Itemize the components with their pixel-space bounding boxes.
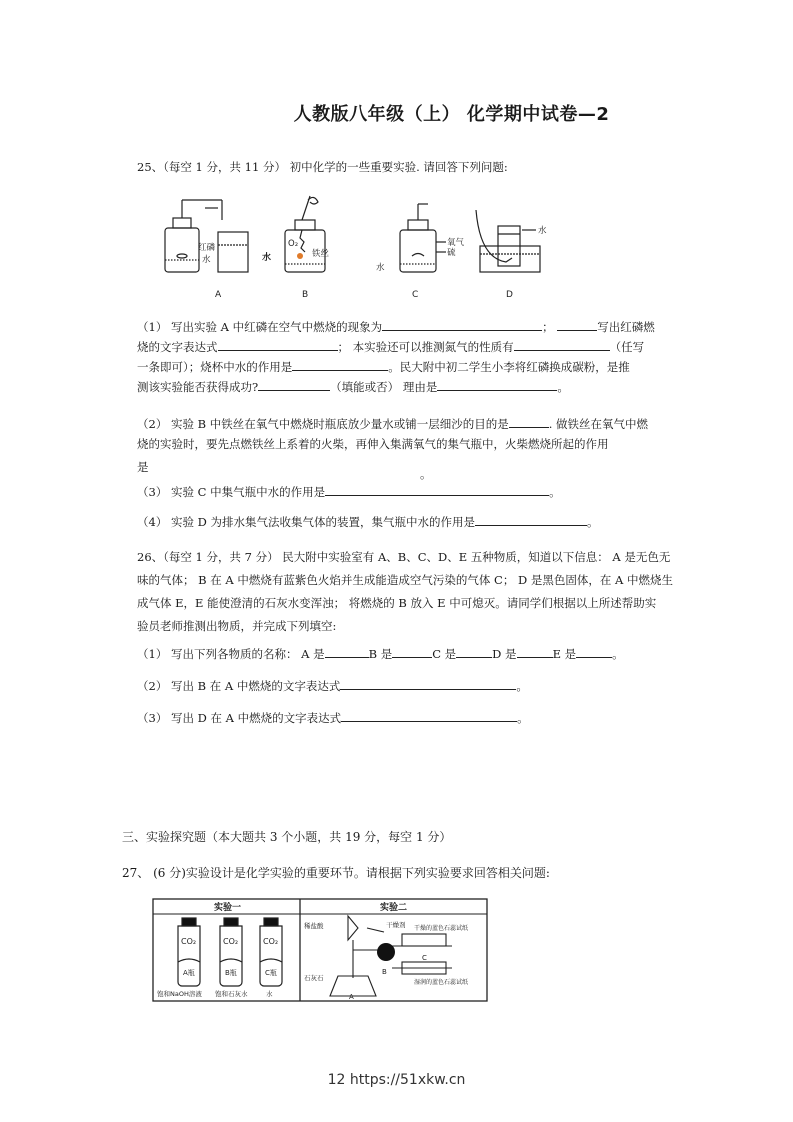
apparatus-c-label-shui: 水 [376,263,385,273]
q27-experiment-figure [152,898,488,1002]
exp2-label-dry-paper: 干燥的蓝色石蕊试纸 [414,925,469,932]
liquid-c-label: 水 [266,990,273,998]
fig-label-a: A [215,290,222,300]
apparatus-b-label-o2: O₂ [288,239,299,249]
bottle-a-co2-label: CO₂ [181,937,197,946]
apparatus-c [400,204,446,272]
q25-part2-line1: （2） 实验 B 中铁丝在氧气中燃烧时瓶底放少量水或铺一层细沙的目的是 . 做铁丝在氧气中燃 [137,417,649,431]
q25-part2-line3-end: 。 [420,467,432,481]
bottle-a-label: A瓶 [183,969,195,977]
blank[interactable] [392,647,432,658]
blank[interactable] [325,485,549,496]
q26-line2: 味的气体； B 在 A 中燃烧有蓝紫色火焰并生成能造成空气污染的气体 C； D 是黑色固体，在 A 中燃烧生 [137,573,673,587]
apparatus-b [285,196,325,272]
bottle-c-co2-label: CO₂ [263,937,279,946]
bottle-b-co2-label: CO₂ [223,937,239,946]
apparatus-c-label-liu: 硫 [447,248,456,258]
blank[interactable] [456,647,492,658]
q26-part1: （1） 写出下列各物质的名称： A 是 B 是 C 是 D 是 E 是 。 [137,647,624,661]
exp2-label-hcl: 稀盐酸 [304,922,324,930]
blank[interactable] [509,417,549,428]
q25-apparatus-figures [150,190,570,305]
exp2-label-wet-paper: 湿润的蓝色石蕊试纸 [414,979,469,986]
blank[interactable] [292,360,388,371]
liquid-b-label: 饱和石灰水 [215,990,248,998]
q26-part3: （3） 写出 D 在 A 中燃烧的文字表达式 。 [137,711,529,725]
apparatus-a-label-hongl: 红磷 [198,243,216,253]
blank[interactable] [258,380,330,391]
blank[interactable] [325,647,369,658]
exp1-title: 实验一 [214,903,242,913]
q25-part1-line1: （1） 写出实验 A 中红磷在空气中燃烧的现象为 ； 写出红磷燃 [137,320,655,334]
apparatus-c-label-yangqi: 氧气 [447,238,465,248]
blank[interactable] [557,320,597,331]
drying-bulb-icon [377,943,395,961]
apparatus-b-label-shui: 水 [262,253,272,263]
q25-part1-line2: 烧的文字表达式 ； 本实验还可以推测氮气的性质有 （任写 [137,340,645,354]
exp2-title: 实验二 [380,903,408,913]
liquid-a-label: 饱和NaOH溶液 [157,990,202,998]
exp2-label-b: B [382,968,387,976]
q25-part1-line4: 测该实验能否获得成功? （填能或否） 理由是 。 [137,380,569,394]
q25-part2-line2: 烧的实验时，要先点燃铁丝上系着的火柴，再伸入集满氧气的集气瓶中，火柴燃烧所起的作用 [137,437,609,451]
blank[interactable] [437,380,557,391]
q26-part2: （2） 写出 B 在 A 中燃烧的文字表达式 。 [137,679,528,693]
q25-part2-line3: 是 [137,460,149,474]
blank[interactable] [340,679,516,690]
q25-part1-line3: 一条即可）；烧杯中水的作用是 。民大附中初二学生小李将红磷换成碳粉，是推 [137,360,630,374]
q26-line1: 26、（每空 1 分，共 7 分） 民大附中实验室有 A、B、C、D、E 五种物质，知道以下信息： A 是无色无 [137,550,671,564]
page-title: 人教版八年级（上） 化学期中试卷—2 [293,104,610,125]
blank[interactable] [576,647,612,658]
q26-line4: 验员老师推测出物质，并完成下列填空: [137,619,337,633]
exp2-label-a: A [349,993,354,1001]
page-footer: 12 https://51xkw.cn [327,1072,466,1088]
section3-title: 三、实验探究题（本大题共 3 个小题，共 19 分，每空 1 分） [122,830,452,844]
apparatus-b-label-tiesi: 铁丝 [312,249,330,259]
q25-part3: （3） 实验 C 中集气瓶中水的作用是 。 [137,485,561,499]
apparatus-a-label-shui: 水 [202,255,211,265]
q25-heading: 25、（每空 1 分，共 11 分） 初中化学的一些重要实验. 请回答下列问题: [137,160,508,174]
bottle-c-label: C瓶 [265,969,277,977]
blank[interactable] [218,340,338,351]
blank[interactable] [475,515,587,526]
apparatus-d [476,210,540,272]
q25-part4: （4） 实验 D 为排水集气法收集气体的装置，集气瓶中水的作用是 。 [137,515,599,529]
q27-heading: 27、 (6 分)实验设计是化学实验的重要环节。请根据下列实验要求回答相关问题: [122,866,550,880]
blank[interactable] [382,320,542,331]
fig-label-d: D [506,290,513,300]
exp2-label-limestone: 石灰石 [304,974,324,982]
blank[interactable] [341,711,517,722]
bottle-b-label: B瓶 [225,969,237,977]
apparatus-d-label-shui: 水 [538,226,547,236]
fig-label-c: C [412,290,419,300]
blank[interactable] [514,340,610,351]
exp2-label-desiccant: 干燥剂 [386,921,406,929]
q26-line3: 成气体 E，E 能使澄清的石灰水变浑浊； 将燃烧的 B 放入 E 中可熄灭。请同学们根据以上所述帮助实 [137,596,657,610]
flame-icon [297,253,303,259]
fig-label-b: B [302,290,309,300]
blank[interactable] [517,647,553,658]
exp2-label-c: C [422,954,427,962]
